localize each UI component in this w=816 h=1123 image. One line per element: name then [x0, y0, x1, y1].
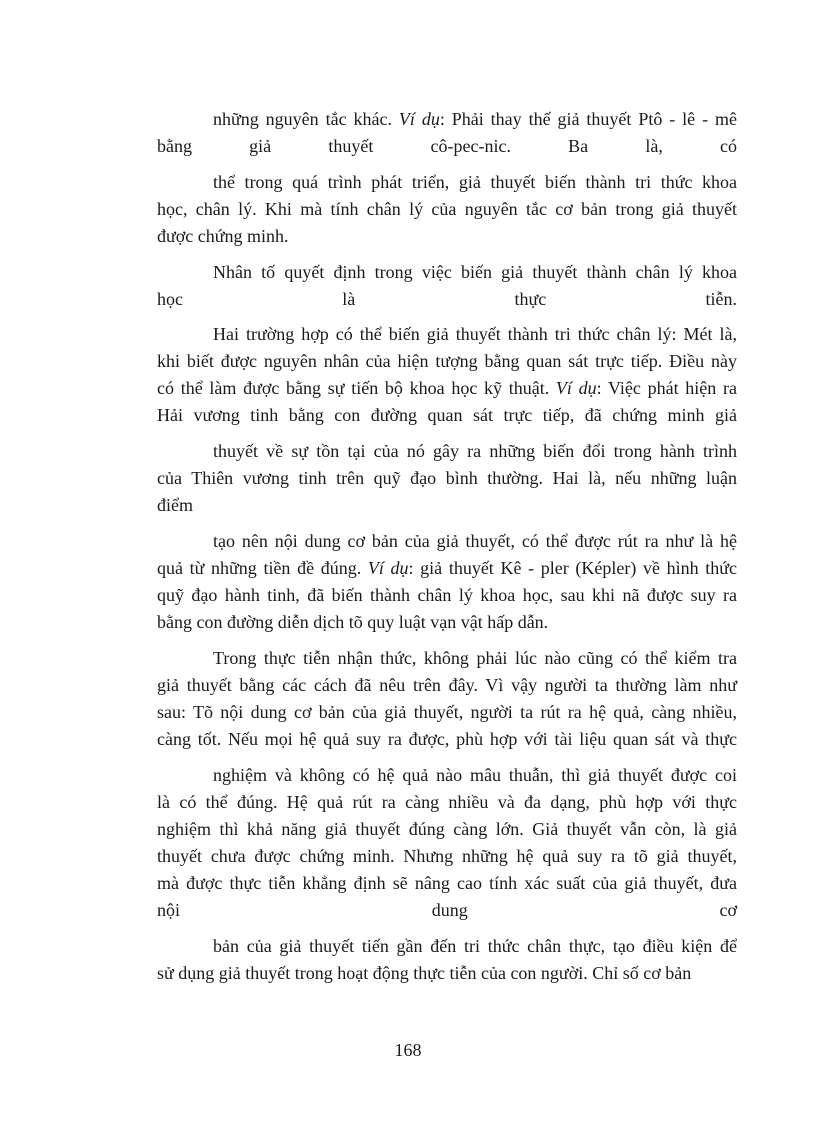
text-line: sử dụng giả thuyết trong hoạt động thực tiễn của con người. Chỉ số cơ bản	[157, 963, 692, 983]
text-line: thuyết về sự tồn tại của nó gây ra những biến đổi trong hành trình	[213, 441, 737, 461]
text-line: Hai trường hợp có thể biến giả thuyết thành tri thức chân lý: Mét là,	[213, 324, 737, 344]
text-line: nghiệm và không có hệ quả nào mâu thuẫn, thì giả thuyết được coi	[213, 765, 737, 785]
text-line: nội dung cơ	[157, 900, 737, 920]
text-line: điểm	[157, 495, 193, 515]
text-line: học, chân lý. Khi mà tính chân lý của nguyên tắc cơ bản trong giả thuyết	[157, 199, 737, 219]
text-line: Trong thực tiễn nhận thức, không phải lúc nào cũng có thể kiểm tra	[213, 648, 737, 668]
text-line: Hải vương tinh bằng con đường quan sát trực tiếp, đã chứng minh giả	[157, 405, 737, 425]
text-line: bằng giả thuyết cô-pec-nic. Ba là, có	[157, 136, 737, 156]
text-line: thể trong quá trình phát triển, giả thuyết biến thành tri thức khoa	[213, 172, 737, 192]
emphasis-example: Ví dụ	[555, 378, 597, 398]
text-line: giả thuyết bằng các cách đã nêu trên đây. Vì vậy người ta thường làm như	[157, 675, 737, 695]
text-line: tạo nên nội dung cơ bản của giả thuyết, có thể được rút ra như là hệ	[213, 531, 737, 551]
emphasis-example: Ví dụ	[398, 109, 440, 129]
text-line: những nguyên tắc khác. Ví dụ: Phải thay thế giả thuyết Ptô - lê - mê	[213, 109, 738, 129]
text-line: sau: Tõ nội dung cơ bản của giả thuyết, người ta rút ra hệ quả, càng nhiều,	[157, 702, 737, 722]
text-line: là có thể đúng. Hệ quả rút ra càng nhiều và đa dạng, phù hợp với thực	[157, 792, 737, 812]
text-line: nghiệm thì khả năng giả thuyết đúng càng lớn. Giả thuyết vẫn còn, là giả	[157, 819, 737, 839]
text-line: quả từ những tiền đề đúng. Ví dụ: giả thuyết Kê - pler (Képler) về hình thức	[157, 558, 738, 578]
text-line: được chứng minh.	[157, 226, 289, 246]
text-line: càng tốt. Nếu mọi hệ quả suy ra được, phù hợp với tài liệu quan sát và thực	[157, 729, 737, 749]
text-line: thuyết chưa được chứng minh. Nhưng những hệ quả suy ra tõ giả thuyết,	[157, 846, 737, 866]
text-line: khi biết được nguyên nhân của hiện tượng bằng quan sát trực tiếp. Điều này	[157, 351, 737, 371]
text-line: mà được thực tiễn khẳng định sẽ nâng cao tính xác suất của giả thuyết, đưa	[157, 873, 737, 893]
text-line: học là thực tiễn.	[157, 289, 737, 309]
text-line: quỹ đạo hành tinh, đã biến thành chân lý khoa học, sau khi nã được suy ra	[157, 585, 737, 605]
emphasis-example: Ví dụ	[367, 558, 409, 578]
text-line: có thể làm được bằng sự tiến bộ khoa học kỹ thuật. Ví dụ: Việc phát hiện ra	[157, 378, 737, 398]
text-line: Nhân tố quyết định trong việc biến giả thuyết thành chân lý khoa	[213, 262, 737, 282]
text-line: bằng con đường diễn dịch tõ quy luật vạn vật hấp dẫn.	[157, 612, 549, 632]
page-number: 168	[394, 1040, 422, 1060]
text-line: bản của giả thuyết tiến gần đến tri thức chân thực, tạo điều kiện để	[213, 936, 737, 956]
text-line: của Thiên vương tinh trên quỹ đạo bình thường. Hai là, nếu những luận	[157, 468, 737, 488]
